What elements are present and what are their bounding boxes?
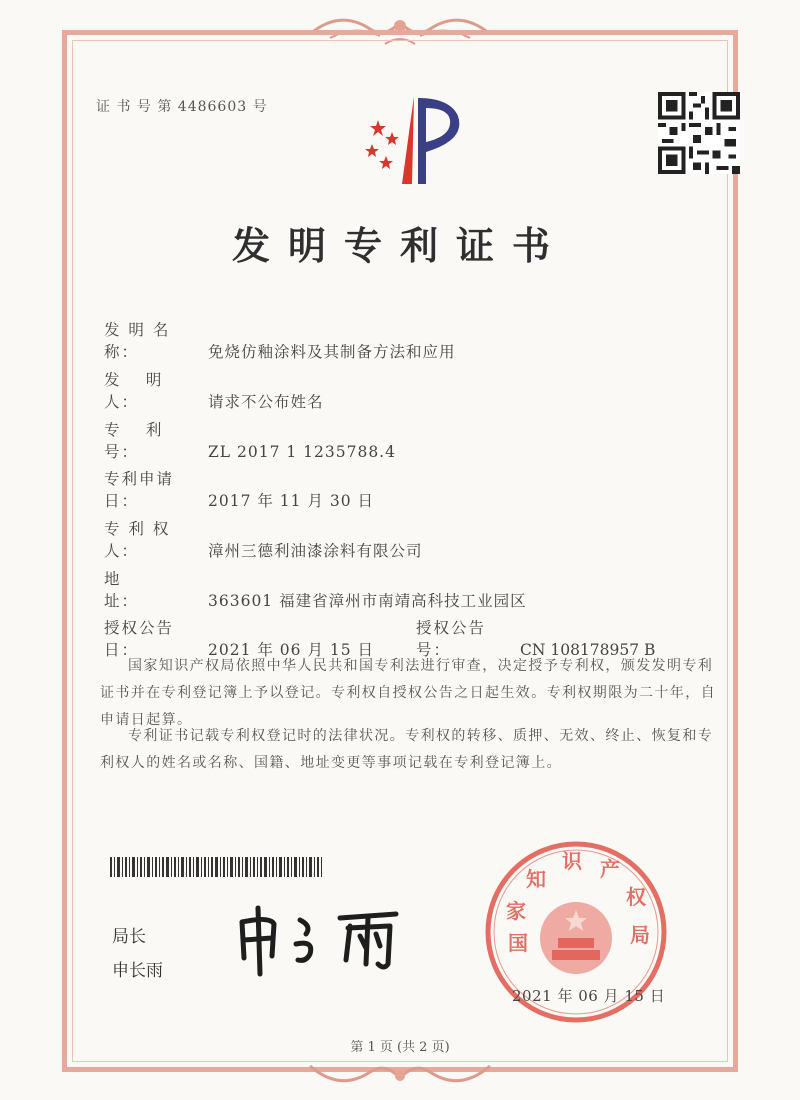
field-label: 地 址： <box>104 570 175 610</box>
field-label: 发 明 人： <box>104 371 188 411</box>
svg-text:家: 家 <box>506 901 526 923</box>
field-invention-name <box>104 318 456 362</box>
cnipa-logo-icon <box>356 92 476 192</box>
field-patentee <box>104 517 423 561</box>
field-value: CN 108178957 B <box>520 641 656 659</box>
signature-image <box>230 900 430 980</box>
page-footer: 第 1 页 (共 2 页) <box>350 1040 450 1055</box>
certificate-number: 证 书 号 第 4486603 号 <box>96 99 268 115</box>
statement-paragraph-1: 国家知识产权局依照中华人民共和国专利法进行审查，决定授予专利权，颁发发明专利证书并在专利登记簿上予以登记。专利权自授权公告之日起生效。专利权期限为二十年，自申请日起算。 <box>100 658 716 728</box>
field-inventor <box>104 368 324 412</box>
field-value: ZL 2017 1 1235788.4 <box>208 443 396 461</box>
field-filing-date <box>104 467 374 511</box>
qr-code-icon <box>658 92 740 174</box>
statement-paragraph-2: 专利证书记载专利权登记时的法律状况。专利权的转移、质押、无效、终止、恢复和专利权人的姓名或名称、国籍、地址变更等事项记载在专利登记簿上。 <box>100 728 714 771</box>
field-label: 专 利 号： <box>104 421 188 461</box>
svg-text:国: 国 <box>508 933 528 955</box>
field-value: 2017 年 11 月 30 日 <box>208 492 375 510</box>
field-label: 授权公告号： <box>416 619 487 659</box>
svg-text:产: 产 <box>600 859 620 881</box>
svg-text:知: 知 <box>526 869 546 891</box>
svg-text:局: 局 <box>630 925 650 947</box>
barcode-icon <box>110 857 322 877</box>
svg-text:识: 识 <box>562 851 582 873</box>
field-label: 授权公告日： <box>104 619 175 659</box>
field-label: 发 明 名 称： <box>104 321 171 361</box>
field-address <box>104 567 527 611</box>
field-value: 免烧仿釉涂料及其制备方法和应用 <box>208 343 456 361</box>
svg-text:权: 权 <box>626 887 646 909</box>
field-label: 专 利 权 人： <box>104 520 171 560</box>
field-patent-number <box>104 418 396 462</box>
page-title: 发明专利证书 <box>231 223 568 268</box>
field-value: 363601 福建省漳州市南靖高科技工业园区 <box>208 592 527 610</box>
seal-date: 2021 年 06 月 15 日 <box>512 987 666 1005</box>
director-name: 申长雨 <box>112 961 163 981</box>
field-value: 请求不公布姓名 <box>208 393 324 411</box>
bottom-ornament <box>300 1052 500 1096</box>
field-label: 专利申请日： <box>104 470 175 510</box>
field-value: 漳州三德利油漆涂料有限公司 <box>208 542 423 560</box>
director-title: 局长 <box>112 927 146 947</box>
field-value: 2021 年 06 月 15 日 <box>208 641 375 659</box>
